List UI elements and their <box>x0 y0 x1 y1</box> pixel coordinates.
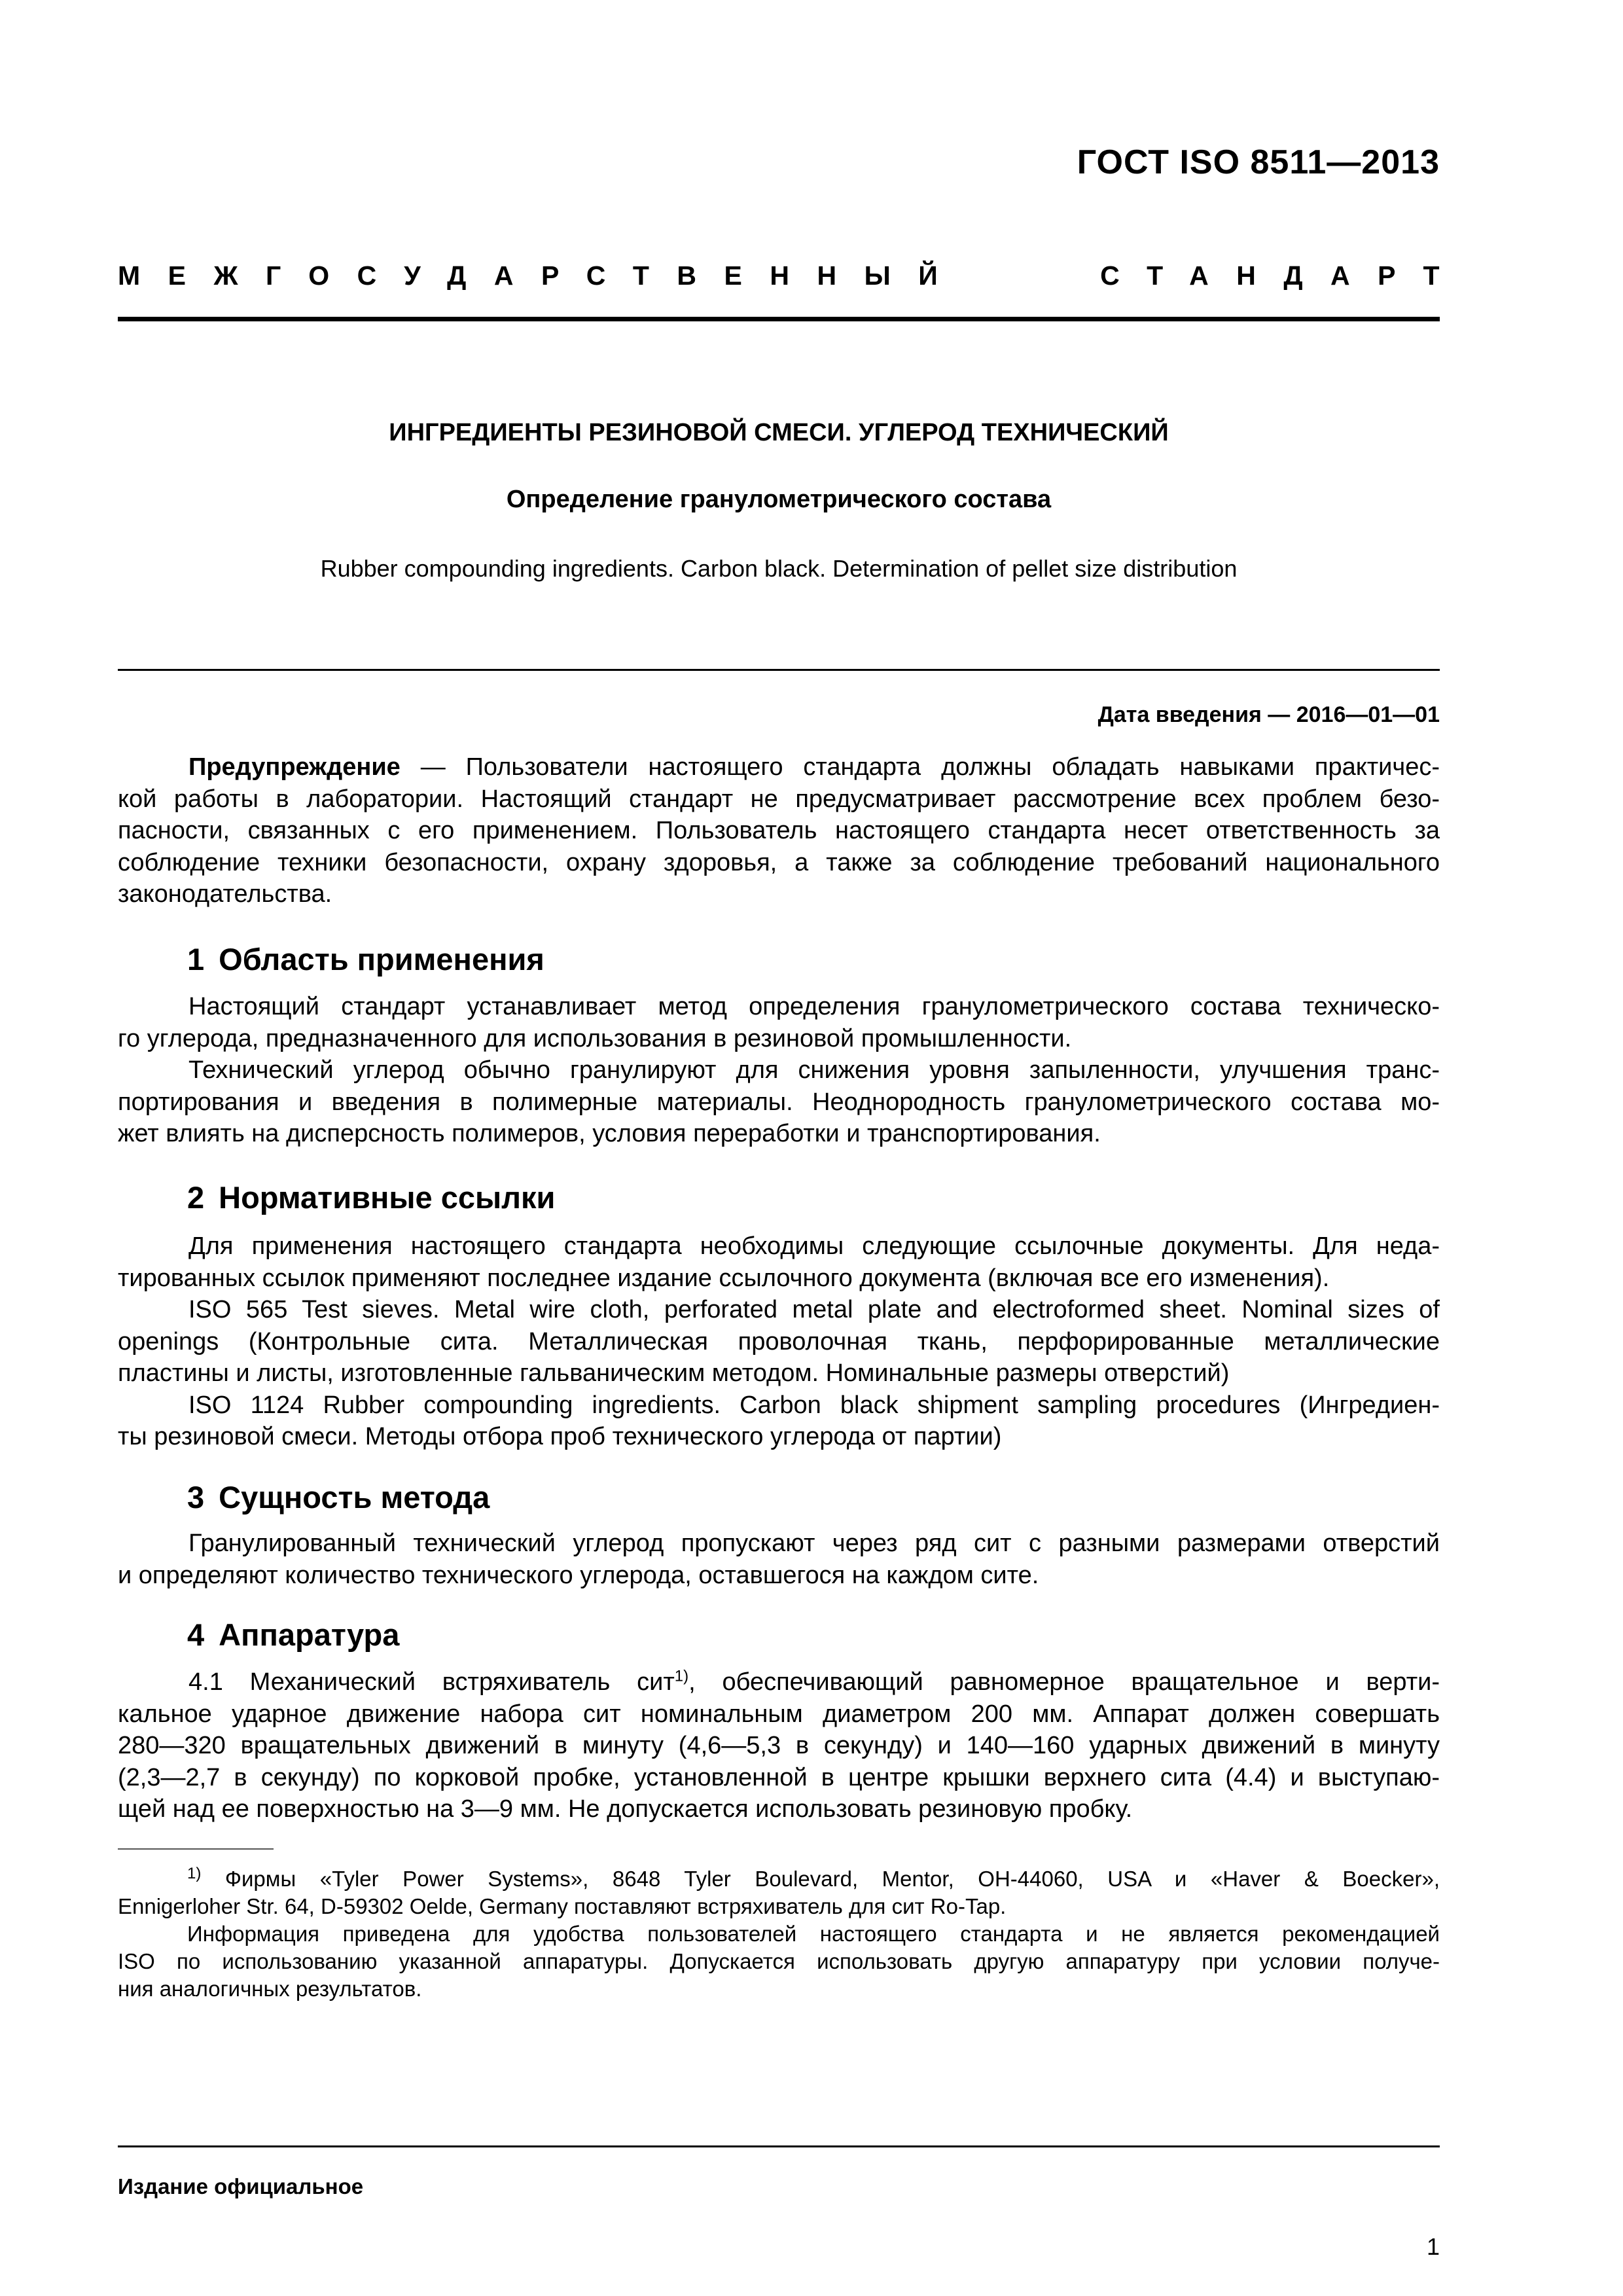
body-line: го углерода, предназначенного для использования в резиновой промышленности. <box>118 1024 1072 1052</box>
header-divider <box>118 317 1440 321</box>
body-line: (2,3—2,7 в секунду) по корковой пробке, установленной в центре крышки верхнего сита (4.4) и выступаю- <box>118 1763 1440 1791</box>
reference-line: ISO 1124 Rubber compounding ingredients. Carbon black shipment sampling procedures (Ингредиен- <box>188 1391 1440 1419</box>
warning-paragraph <box>118 751 1440 910</box>
body-line: Для применения настоящего стандарта необходимы следующие ссылочные документы. Для неда- <box>188 1232 1440 1260</box>
standard-type-word2: СТАНДАРТ <box>1100 260 1467 291</box>
warning-line: соблюдение техники безопасности, охрану здоровья, а также за соблюдение требований национального <box>118 848 1440 876</box>
introduction-date: Дата введения — 2016—01—01 <box>1097 702 1440 727</box>
section-3-body <box>118 1528 1440 1591</box>
section-number: 2 <box>187 1180 205 1215</box>
page-number: 1 <box>1426 2233 1440 2260</box>
footnote-line: Ennigerloher Str. 64, D-59302 Oelde, Germany поставляют встряхиватель для сит Ro-Tap. <box>118 1894 1007 1918</box>
reference-line: ISO 565 Test sieves. Metal wire cloth, perforated metal plate and electroformed sheet. Nominal sizes of <box>188 1296 1440 1323</box>
section-title: Нормативные ссылки <box>219 1180 556 1215</box>
body-line: тированных ссылок применяют последнее издание ссылочного документа (включая все его изменения). <box>118 1264 1330 1292</box>
standard-designation: ГОСТ ISO 8511—2013 <box>1077 143 1440 181</box>
document-subtitle: Определение гранулометрического состава <box>506 486 1052 513</box>
footnote <box>118 1865 1440 2003</box>
body-line: кальное ударное движение набора сит номинальным диаметром 200 мм. Аппарат должен совершать <box>118 1700 1440 1728</box>
section-4-body <box>118 1666 1440 1825</box>
section-heading-4 <box>187 1617 399 1653</box>
footnote-note-line: Информация приведена для удобства пользователей настоящего стандарта и не является рекомендацией <box>187 1922 1440 1946</box>
footnote-reference: 1) <box>674 1667 689 1685</box>
section-number: 3 <box>187 1480 205 1515</box>
body-line: Технический углерод обычно гранулируют для снижения уровня запыленности, улучшения транс- <box>188 1056 1440 1084</box>
body-line: Гранулированный технический углерод пропускают через ряд сит с разными размерами отверстий <box>188 1530 1440 1557</box>
title-divider <box>118 669 1440 671</box>
section-heading-1 <box>187 941 544 977</box>
section-number: 4 <box>187 1617 205 1652</box>
reference-line: пластины и листы, изготовленные гальваническим методом. Номинальные размеры отверстий) <box>118 1359 1230 1387</box>
reference-line: openings (Контрольные сита. Металлическая проволочная ткань, перфорированные металлические <box>118 1327 1440 1355</box>
body-line: 4.1 Механический встряхиватель сит$^{1)}$, обеспечивающий равномерное вращательное и верти- <box>188 1667 1440 1696</box>
warning-line: пасности, связанных с его применением. Пользователь настоящего стандарта несет ответственность за <box>118 817 1440 844</box>
standard-type-word1: МЕЖГОСУДАРСТВЕННЫЙ <box>118 260 966 291</box>
body-line: жет влиять на дисперсность полимеров, условия переработки и транспортирования. <box>118 1120 1101 1147</box>
section-title: Область применения <box>219 942 544 977</box>
section-2-body <box>118 1230 1440 1453</box>
body-line: 280—320 вращательных движений в минуту (4,6—5,3 в секунду) и 140—160 ударных движений в минуту <box>118 1732 1440 1759</box>
section-title: Сущность метода <box>219 1480 490 1515</box>
reference-line: ты резиновой смеси. Методы отбора проб технического углерода от партии) <box>118 1423 1002 1450</box>
footnote-note-line: ния аналогичных результатов. <box>118 1977 422 2001</box>
body-line: Настоящий стандарт устанавливает метод определения гранулометрического состава техническо- <box>188 993 1440 1020</box>
document-title: ИНГРЕДИЕНТЫ РЕЗИНОВОЙ СМЕСИ. УГЛЕРОД ТЕХНИЧЕСКИЙ <box>389 419 1169 446</box>
body-line: портирования и введения в полимерные материалы. Неоднородность гранулометрического состава мо- <box>118 1088 1440 1116</box>
edition-divider <box>118 2145 1440 2147</box>
section-number: 1 <box>187 942 205 977</box>
body-line: и определяют количество технического углерода, оставшегося на каждом сите. <box>118 1561 1039 1589</box>
warning-line: законодательства. <box>118 880 332 908</box>
section-heading-3 <box>187 1479 490 1515</box>
body-line: щей над ее поверхностью на 3—9 мм. Не допускается использовать резиновую пробку. <box>118 1795 1133 1823</box>
footnote-separator <box>118 1848 274 1850</box>
section-heading-2 <box>187 1179 555 1215</box>
section-title: Аппаратура <box>219 1617 400 1652</box>
footnote-note-line: ISO по использованию указанной аппаратуры. Допускается использовать другую аппаратуру при условии получе- <box>118 1949 1440 1973</box>
footnote-line: $^{1)}$ Фирмы «Tyler Power Systems», 8648 Tyler Boulevard, Mentor, OH-44060, USA и «Haver & Boecker», <box>187 1865 1440 1891</box>
warning-label: Предупреждение <box>188 753 401 781</box>
edition-label: Издание официальное <box>118 2174 364 2198</box>
footnote-mark: 1) <box>187 1865 202 1882</box>
section-1-body <box>118 991 1440 1150</box>
document-title-english: Rubber compounding ingredients. Carbon black. Determination of pellet size distribution <box>320 555 1238 582</box>
warning-line: кой работы в лаборатории. Настоящий стандарт не предусматривает рассмотрение всех проблем безо- <box>118 785 1440 813</box>
warning-line: Предупреждение — Пользователи настоящего стандарта должны обладать навыками практичес- <box>188 753 1440 781</box>
